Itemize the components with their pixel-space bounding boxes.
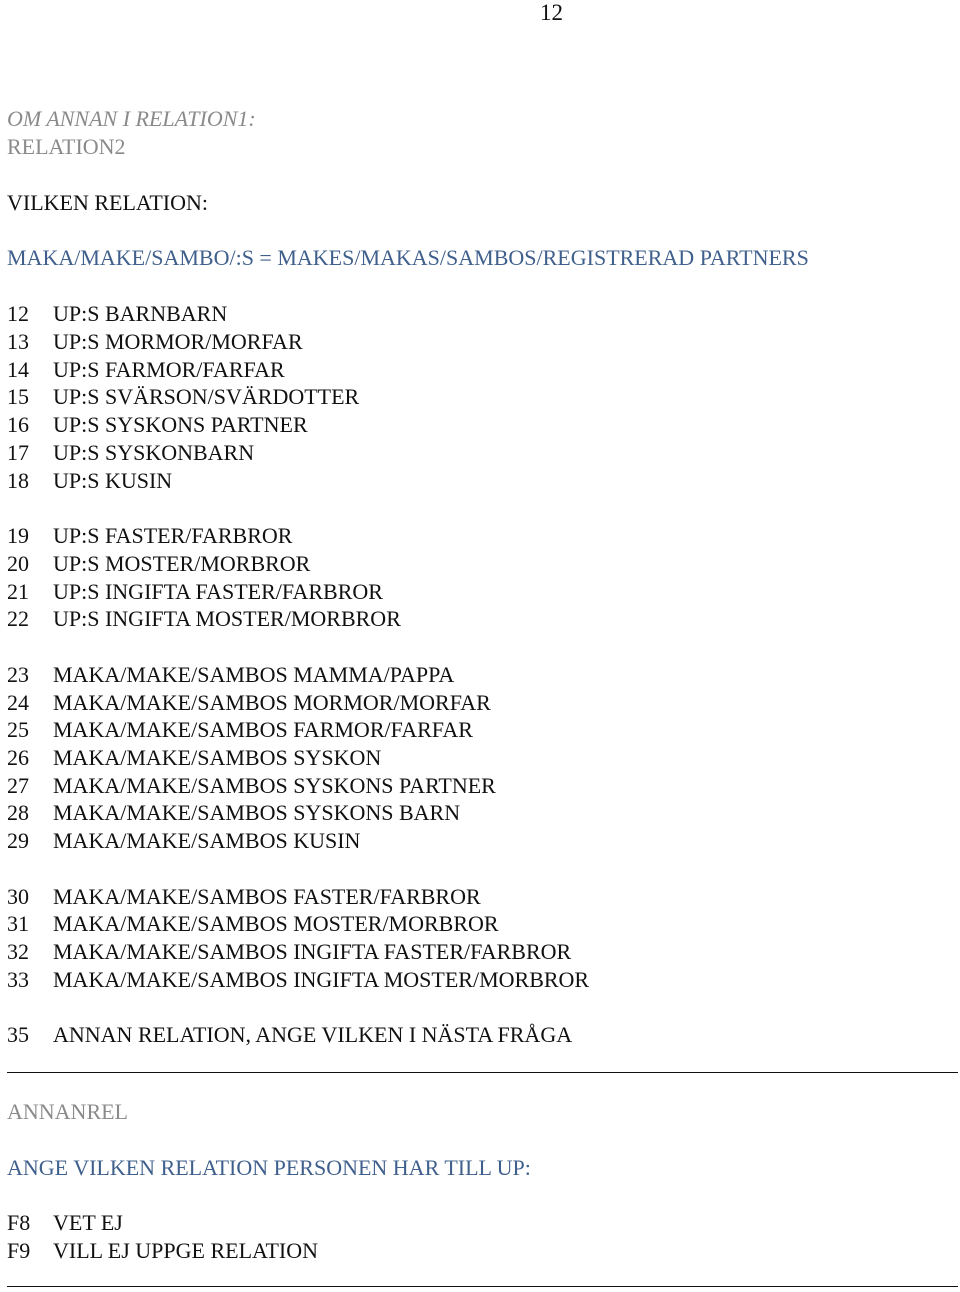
option-label: UP:S FASTER/FARBROR <box>53 523 293 548</box>
bottom-divider <box>7 1286 958 1287</box>
option-row <box>7 800 460 826</box>
option-row <box>7 828 360 854</box>
option-row <box>7 523 292 549</box>
option-code: 20 <box>7 551 29 576</box>
option-label: UP:S MOSTER/MORBROR <box>53 551 311 576</box>
option-label: UP:S BARNBARN <box>53 301 228 326</box>
option-code: 33 <box>7 967 29 992</box>
option-label: MAKA/MAKE/SAMBOS MOSTER/MORBROR <box>53 911 499 936</box>
option-label: VILL EJ UPPGE RELATION <box>53 1238 318 1263</box>
option-label: UP:S INGIFTA MOSTER/MORBROR <box>53 606 401 631</box>
option-row <box>7 773 496 799</box>
option-row <box>7 717 473 743</box>
option-label: MAKA/MAKE/SAMBOS SYSKONS PARTNER <box>53 773 496 798</box>
option-row <box>7 440 254 466</box>
option-code: 25 <box>7 717 29 742</box>
option-label: MAKA/MAKE/SAMBOS FASTER/FARBROR <box>53 884 481 909</box>
condition-text: OM ANNAN I RELATION1: <box>7 106 256 131</box>
option-label: MAKA/MAKE/SAMBOS INGIFTA FASTER/FARBROR <box>53 939 572 964</box>
option-row <box>7 384 359 410</box>
option-code: 12 <box>7 301 29 326</box>
question-text: VILKEN RELATION: <box>7 190 209 215</box>
option-row <box>7 606 401 632</box>
option-code: 18 <box>7 468 29 493</box>
option-label: UP:S FARMOR/FARFAR <box>53 357 285 382</box>
option-code: 28 <box>7 800 29 825</box>
option-code: 13 <box>7 329 29 354</box>
option-row <box>7 329 303 355</box>
option-row <box>7 939 571 965</box>
section2-variable: ANNANREL <box>7 1099 128 1124</box>
option-code: 29 <box>7 828 29 853</box>
option-label: MAKA/MAKE/SAMBOS MORMOR/MORFAR <box>53 690 491 715</box>
option-code: 26 <box>7 745 29 770</box>
variable-name: RELATION2 <box>7 134 126 159</box>
option-row <box>7 301 227 327</box>
section2-option-row <box>7 1238 318 1264</box>
option-label: UP:S SYSKONS PARTNER <box>53 412 308 437</box>
option-code: 30 <box>7 884 29 909</box>
definition-text: MAKA/MAKE/SAMBO/:S = MAKES/MAKAS/SAMBOS/REGISTRERAD PARTNERS <box>7 245 809 270</box>
option-label: MAKA/MAKE/SAMBOS KUSIN <box>53 828 361 853</box>
option-code: 17 <box>7 440 29 465</box>
option-label: ANNAN RELATION, ANGE VILKEN I NÄSTA FRÅGA <box>53 1022 573 1047</box>
option-code: 21 <box>7 579 29 604</box>
option-code: 31 <box>7 911 29 936</box>
option-row <box>7 662 454 688</box>
option-label: MAKA/MAKE/SAMBOS SYSKONS BARN <box>53 800 461 825</box>
option-row <box>7 967 589 993</box>
option-row <box>7 1022 572 1048</box>
option-row <box>7 412 308 438</box>
option-row <box>7 579 383 605</box>
option-row <box>7 911 499 937</box>
option-label: MAKA/MAKE/SAMBOS FARMOR/FARFAR <box>53 717 473 742</box>
section2-option-row <box>7 1210 123 1236</box>
option-code: 23 <box>7 662 29 687</box>
option-row <box>7 745 381 771</box>
option-code: 14 <box>7 357 29 382</box>
option-code: 32 <box>7 939 29 964</box>
option-code: F9 <box>7 1238 31 1263</box>
option-code: 19 <box>7 523 29 548</box>
section2-question: ANGE VILKEN RELATION PERSONEN HAR TILL UP: <box>7 1155 531 1180</box>
option-row <box>7 551 310 577</box>
option-label: MAKA/MAKE/SAMBOS SYSKON <box>53 745 382 770</box>
option-code: 22 <box>7 606 29 631</box>
option-code: 35 <box>7 1022 29 1047</box>
option-code: 24 <box>7 690 29 715</box>
option-code: 15 <box>7 384 29 409</box>
option-row <box>7 357 285 383</box>
option-code: 27 <box>7 773 29 798</box>
option-label: UP:S SYSKONBARN <box>53 440 255 465</box>
option-row <box>7 468 172 494</box>
option-row <box>7 690 491 716</box>
option-label: UP:S SVÄRSON/SVÄRDOTTER <box>53 384 360 409</box>
option-code: 16 <box>7 412 29 437</box>
option-label: UP:S KUSIN <box>53 468 173 493</box>
option-row <box>7 884 481 910</box>
page-number: 12 <box>540 0 563 25</box>
option-code: F8 <box>7 1210 31 1235</box>
option-label: UP:S MORMOR/MORFAR <box>53 329 303 354</box>
option-label: VET EJ <box>53 1210 123 1235</box>
section-divider <box>7 1072 958 1073</box>
option-label: UP:S INGIFTA FASTER/FARBROR <box>53 579 383 604</box>
option-label: MAKA/MAKE/SAMBOS INGIFTA MOSTER/MORBROR <box>53 967 590 992</box>
option-label: MAKA/MAKE/SAMBOS MAMMA/PAPPA <box>53 662 455 687</box>
